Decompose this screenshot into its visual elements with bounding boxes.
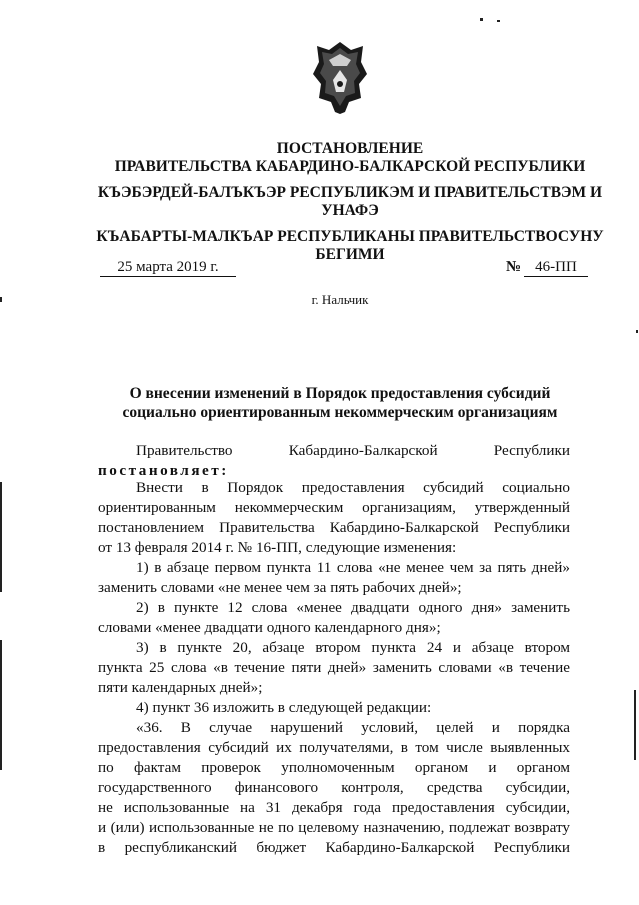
- header-balkar-line1: КЪАБАРТЫ-МАЛКЪАР РЕСПУБЛИКАНЫ ПРАВИТЕЛЬСТВОСУНУ: [96, 228, 604, 245]
- body-line: пункта 25 слова «в течение пяти дней» заменить словами «в течение: [98, 659, 570, 676]
- document-title-line2: социально ориентированным некоммерческим организациям: [122, 404, 558, 421]
- body-line: «36. В случае нарушений условий, целей и порядка: [136, 719, 570, 736]
- body-line: 2) в пункте 12 слова «менее двадцати одного дня» заменить: [136, 599, 570, 616]
- scan-speck: [480, 18, 483, 21]
- document-date: 25 марта 2019 г.: [100, 258, 236, 277]
- body-line: предоставления субсидий их получателями, в том числе выявленных: [98, 739, 570, 756]
- body-line: государственного финансового контроля, средства субсидии,: [98, 779, 570, 796]
- header-kabardian-line1: КЪЭБЭРДЕЙ-БАЛЪКЪЭР РЕСПУБЛИКЭМ И ПРАВИТЕЛЬСТВЭМ И: [97, 184, 603, 201]
- body-line: Внести в Порядок предоставления субсидий социально: [136, 479, 570, 496]
- coat-of-arms-emblem: [311, 40, 369, 116]
- scan-edge-mark: [636, 330, 638, 333]
- scan-edge-mark: [634, 690, 636, 760]
- body-line: и (или) использованные не по целевому назначению, подлежат возврату: [98, 819, 570, 836]
- header-government: ПРАВИТЕЛЬСТВА КАБАРДИНО-БАЛКАРСКОЙ РЕСПУБЛИКИ: [114, 158, 586, 175]
- body-line: Правительство Кабардино-Балкарской Республики: [136, 442, 570, 459]
- scan-edge-mark: [0, 640, 2, 770]
- body-line: в республиканский бюджет Кабардино-Балкарской Республики: [98, 839, 570, 856]
- header-balkar-line2: БЕГИМИ: [315, 246, 385, 263]
- body-line: 1) в абзаце первом пункта 11 слова «не менее чем за пять дней»: [136, 559, 570, 576]
- body-line-resolves: постановляет:: [98, 462, 229, 479]
- body-line: от 13 февраля 2014 г. № 16-ПП, следующие изменения:: [98, 539, 457, 556]
- scan-speck: [497, 20, 500, 22]
- body-line: 4) пункт 36 изложить в следующей редакции:: [136, 699, 432, 716]
- body-line: не использованные на 31 декабря года предоставления субсидии,: [98, 799, 570, 816]
- body-line: словами «менее двадцати одного календарного дня»;: [98, 619, 441, 636]
- header-kabardian-line2: УНАФЭ: [321, 202, 379, 219]
- document-number: 46-ПП: [524, 258, 588, 277]
- scan-edge-mark: [0, 482, 2, 592]
- document-title-line1: О внесении изменений в Порядок предоставления субсидий: [129, 385, 551, 402]
- header-title: ПОСТАНОВЛЕНИЕ: [276, 140, 424, 157]
- scan-edge-mark: [0, 297, 2, 302]
- body-line: заменить словами «не менее чем за пять рабочих дней»;: [98, 579, 462, 596]
- body-line: пяти календарных дней»;: [98, 679, 263, 696]
- document-city: г. Нальчик: [311, 292, 369, 307]
- body-line: постановлением Правительства Кабардино-Балкарской Республики: [98, 519, 570, 536]
- body-line: 3) в пункте 20, абзаце втором пункта 24 и абзаце втором: [136, 639, 570, 656]
- body-line: ориентированным некоммерческим организациям, утвержденный: [98, 499, 570, 516]
- body-line: по фактам проверок уполномоченным органом и органом: [98, 759, 570, 776]
- document-number-label: №: [506, 259, 522, 275]
